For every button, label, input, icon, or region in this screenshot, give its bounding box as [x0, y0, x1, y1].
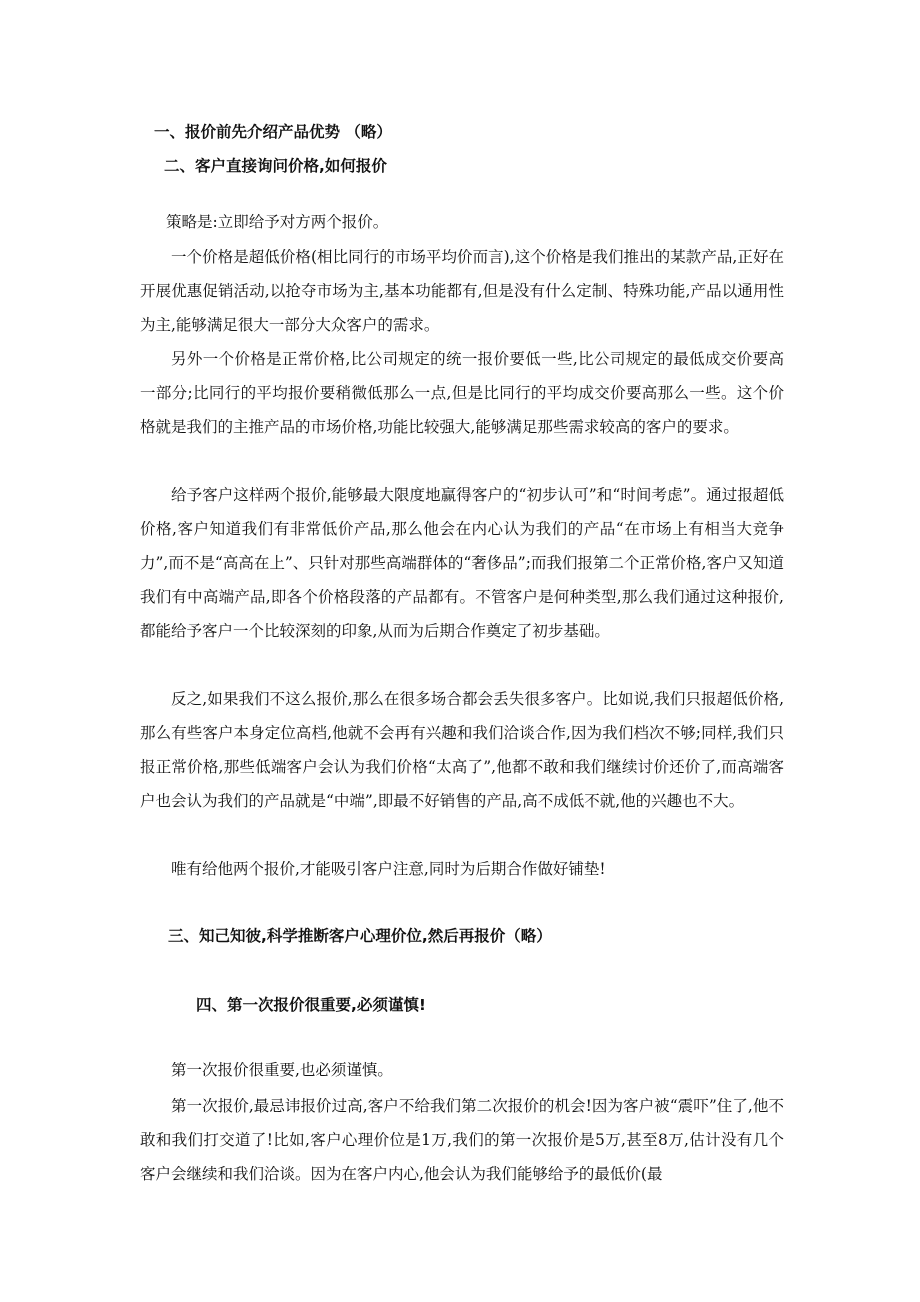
heading-1: 一、报价前先介绍产品优势 （略）: [154, 123, 392, 141]
heading-2: 二、客户直接询问价格,如何报价: [164, 157, 387, 175]
paragraph-only-two: 唯有给他两个报价,才能吸引客户注意,同时为后期合作做好铺垫!: [171, 860, 606, 878]
paragraph-low-price: 一个价格是超低价格(相比同行的市场平均价而言),这个价格是我们推出的某款产品,正好在开展优惠促销活动,以抢夺市场为主,基本功能都有,但是没有什么定制、特殊功能,产品以通用性为主,能够满足很大一部分大众客户的需求。: [140, 248, 784, 334]
heading-3: 三、知己知彼,科学推断客户心理价位,然后再报价（略）: [168, 927, 552, 945]
paragraph-first-quote: 第一次报价很重要,也必须谨慎。: [171, 1061, 393, 1079]
heading-4: 四、第一次报价很重要,必须谨慎!: [196, 996, 426, 1014]
paragraph-first-quote-detail: 第一次报价,最忌讳报价过高,客户不给我们第二次报价的机会!因为客户被“震吓”住了,他不敢和我们打交道了!比如,客户心理价位是1万,我们的第一次报价是5万,甚至8万,估计没有几个客户会继续和我们洽谈。因为在客户内心,他会认为我们能够给予的最低价(最: [140, 1097, 784, 1183]
paragraph-two-prices: 给予客户这样两个报价,能够最大限度地赢得客户的“初步认可”和“时间考虑”。通过报超低价格,客户知道我们有非常低价产品,那么他会在内心认为我们的产品“在市场上有相当大竞争力”,而不是“高高在上”、只针对那些高端群体的“奢侈品”;而我们报第二个正常价格,客户又知道我们有中高端产品,即各个价格段落的产品都有。不管客户是何种类型,那么我们通过这种报价,都能给予客户一个比较深刻的印象,从而为后期合作奠定了初步基础。: [140, 486, 784, 640]
paragraph-strategy: 策略是:立即给予对方两个报价。: [166, 213, 389, 231]
paragraph-normal-price: 另外一个价格是正常价格,比公司规定的统一报价要低一些,比公司规定的最低成交价要高一部分;比同行的平均报价要稍微低那么一点,但是比同行的平均成交价要高那么一些。这个价格就是我们的主推产品的市场价格,功能比较强大,能够满足那些需求较高的客户的要求。: [140, 350, 784, 436]
paragraph-contrary: 反之,如果我们不这么报价,那么在很多场合都会丢失很多客户。比如说,我们只报超低价格,那么有些客户本身定位高档,他就不会再有兴趣和我们洽谈合作,因为我们档次不够;同样,我们只报正常价格,那些低端客户会认为我们价格“太高了”,他都不敢和我们继续讨价还价了,而高端客户也会认为我们的产品就是“中端”,即最不好销售的产品,高不成低不就,他的兴趣也不大。: [140, 690, 784, 810]
